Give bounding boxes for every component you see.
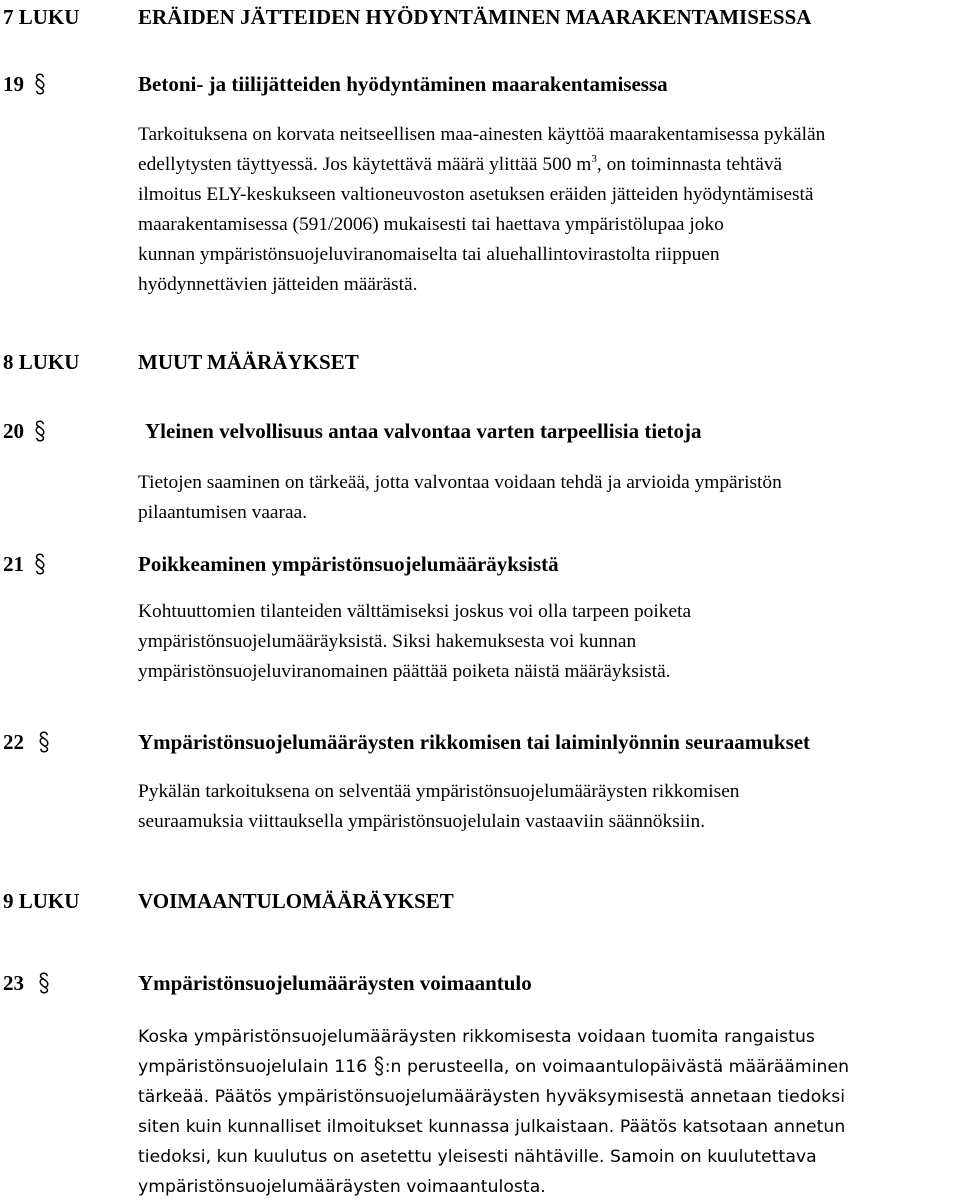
section-body — [138, 468, 960, 528]
superscript: 3 — [591, 153, 597, 165]
section-sign-icon — [38, 972, 50, 994]
body-line: Kohtuuttomien tilanteiden välttämiseksi joskus voi olla tarpeen poiketa — [138, 601, 692, 622]
body-line: tiedoksi, kun kuulutus on asetettu yleisesti nähtäville. Samoin on kuulutettava — [138, 1147, 817, 1167]
section-body — [138, 777, 960, 837]
chapter-title: MUUT MÄÄRÄYKSET — [138, 350, 359, 374]
chapter-title: VOIMAANTULOMÄÄRÄYKSET — [138, 889, 454, 913]
body-line: edellytysten täyttyessä. Jos käytettävä määrä ylittää 500 $m^3$, on toiminnasta tehtävä — [138, 153, 783, 175]
section-title: Ympäristönsuojelumääräysten rikkomisen tai laiminlyönnin seuraamukset — [138, 730, 811, 754]
body-line: Koska ympäristönsuojelumääräysten rikkomisesta voidaan tuomita rangaistus — [138, 1027, 815, 1047]
section-number: 23 — [3, 971, 24, 995]
body-line: Pykälän tarkoituksena on selventää ympäristönsuojelumääräysten rikkomisen — [138, 781, 740, 802]
body-line: seuraamuksia viittauksella ympäristönsuojelulain vastaaviin säännöksiin. — [138, 811, 706, 832]
body-line: ilmoitus ELY-keskukseen valtioneuvoston asetuksen eräiden jätteiden hyödyntämisestä — [138, 184, 814, 205]
body-line: ympäristönsuojelumääräysten voimaantulosta. — [138, 1177, 546, 1197]
section-number: 22 — [3, 730, 24, 754]
chapter-title: ERÄIDEN JÄTTEIDEN HYÖDYNTÄMINEN MAARAKENTAMISESSA — [138, 5, 812, 29]
body-line: pilaantumisen vaaraa. — [138, 502, 308, 523]
section-sign-icon — [34, 73, 46, 95]
section-sign-icon — [34, 553, 46, 575]
section-number: 20 — [3, 419, 24, 443]
section-body — [138, 1022, 960, 1202]
chapter-number: 8 LUKU — [3, 350, 80, 374]
section-body — [138, 597, 960, 687]
section-body — [138, 120, 960, 300]
body-line: ympäristönsuojelulain 116 :n perusteella, on voimaantulopäivästä määrääminen — [138, 1057, 850, 1077]
section-sign-icon — [373, 1056, 385, 1076]
chapter-number: 7 LUKU — [3, 5, 80, 29]
body-line: Tietojen saaminen on tärkeää, jotta valvontaa voidaan tehdä ja arvioida ympäristön — [138, 472, 782, 493]
section-number: 21 — [3, 552, 24, 576]
section-sign-icon — [38, 731, 50, 753]
body-line: hyödynnettävien jätteiden määrästä. — [138, 274, 418, 295]
body-line: tärkeää. Päätös ympäristönsuojelumääräysten hyväksymisestä annetaan tiedoksi — [138, 1087, 846, 1107]
body-line: kunnan ympäristönsuojeluviranomaiselta tai aluehallintovirastolta riippuen — [138, 244, 720, 265]
body-line: ympäristönsuojelumääräyksistä. Siksi hakemuksesta voi kunnan — [138, 631, 637, 652]
section-title: Ympäristönsuojelumääräysten voimaantulo — [138, 971, 532, 995]
body-line: ympäristönsuojeluviranomainen päättää poiketa näistä määräyksistä. — [138, 661, 671, 682]
chapter-number: 9 LUKU — [3, 889, 80, 913]
section-title: Yleinen velvollisuus antaa valvontaa varten tarpeellisia tietoja — [145, 419, 702, 443]
body-line: siten kuin kunnalliset ilmoitukset kunnassa julkaistaan. Päätös katsotaan annetun — [138, 1117, 846, 1137]
section-sign-icon — [34, 420, 46, 442]
section-title: Poikkeaminen ympäristönsuojelumääräyksistä — [138, 552, 559, 576]
section-title: Betoni- ja tiilijätteiden hyödyntäminen maarakentamisessa — [138, 72, 668, 96]
section-number: 19 — [3, 72, 24, 96]
body-line: maarakentamisessa (591/2006) mukaisesti tai haettava ympäristölupaa joko — [138, 214, 724, 235]
body-line: Tarkoituksena on korvata neitseellisen maa-ainesten käyttöä maarakentamisessa pykälän — [138, 124, 826, 145]
